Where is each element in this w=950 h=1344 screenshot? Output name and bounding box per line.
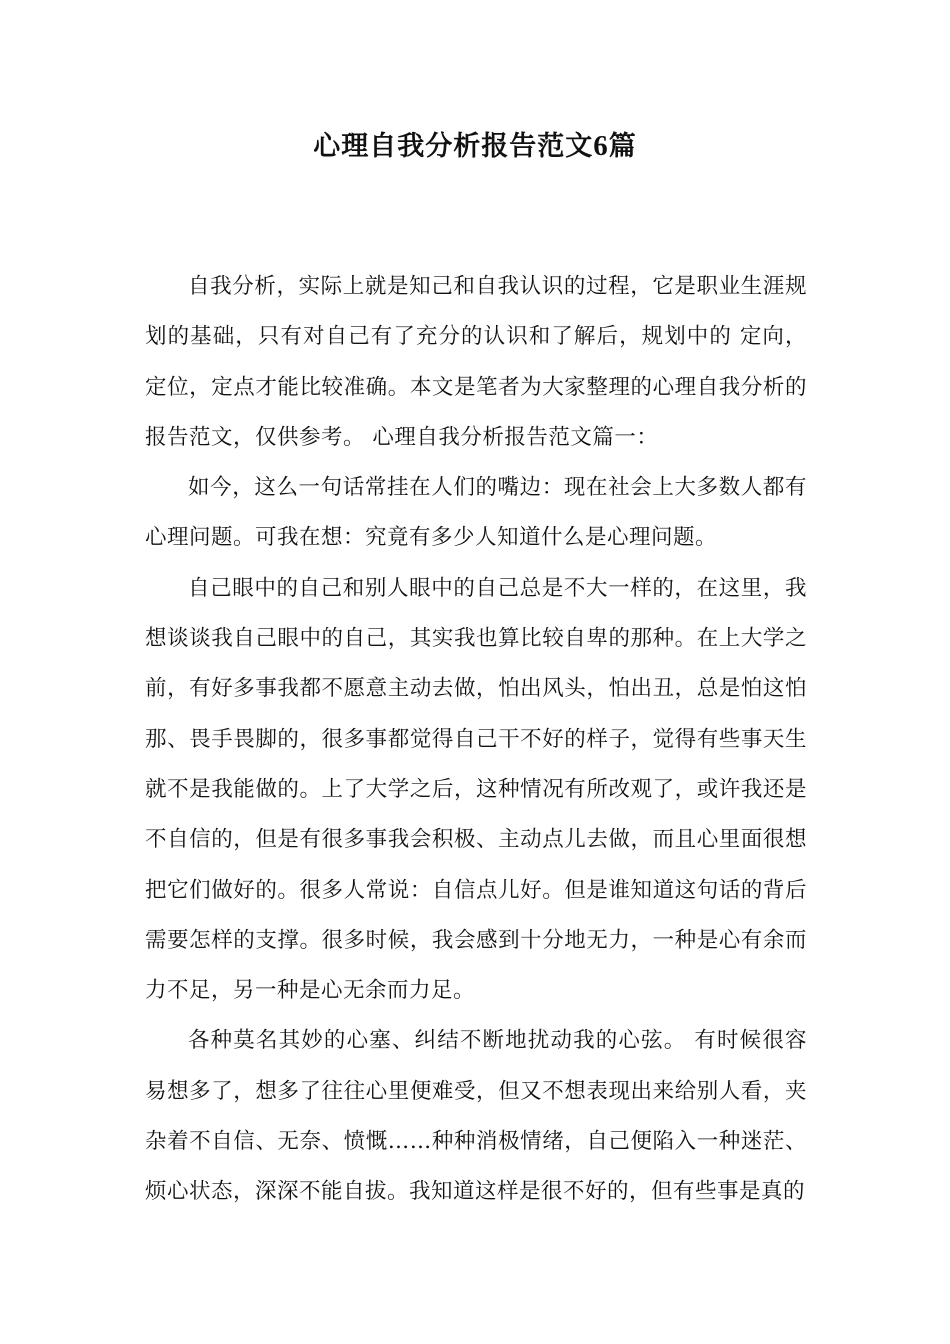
paragraph-4: 各种莫名其妙的心塞、纠结不断地扰动我的心弦。 有时候很容易想多了，想多了往往心里便难受，但又不想表现出来给别人看，夹杂着不自信、无奈、愤慨……种种消极情绪，自己便陷入一种迷茫、烦心状态，深深不能自拔。我知道这样是很不好的，但有些事是真的 — [145, 1028, 807, 1205]
paragraph-2: 如今，这么一句话常挂在人们的嘴边：现在社会上大多数人都有心理问题。可我在想：究竟有多少人知道什么是心理问题。 — [145, 475, 807, 551]
document-body — [145, 262, 807, 1218]
document-title — [0, 124, 950, 169]
title-suffix: 篇 — [608, 131, 637, 163]
title-text: 心理自我分析报告范文 — [313, 131, 594, 163]
paragraph-intro: 自我分析，实际上就是知己和自我认识的过程，它是职业生涯规划的基础，只有对自己有了充分的认识和了解后，规划中的 定向，定位，定点才能比较准确。本文是笔者为大家整理的心理自我分析的报告范文，仅供参考。 心理自我分析报告范文篇一： — [145, 274, 807, 450]
paragraph-3: 自己眼中的自己和别人眼中的自己总是不大一样的，在这里，我想谈谈我自己眼中的自己，其实我也算比较自卑的那种。在上大学之前，有好多事我都不愿意主动去做，怕出风头，怕出丑，总是怕这怕那、畏手畏脚的，很多事都觉得自己干不好的样子，觉得有些事天生就不是我能做的。上了大学之后，这种情况有所改观了，或许我还是不自信的，但是有很多事我会积极、主动点儿去做，而且心里面很想把它们做好的。很多人常说：自信点儿好。但是谁知道这句话的背后需要怎样的支撑。很多时候，我会感到十分地无力，一种是心有余而力不足，另一种是心无余而力足。 — [145, 575, 807, 1004]
title-number: 6 — [593, 130, 609, 163]
